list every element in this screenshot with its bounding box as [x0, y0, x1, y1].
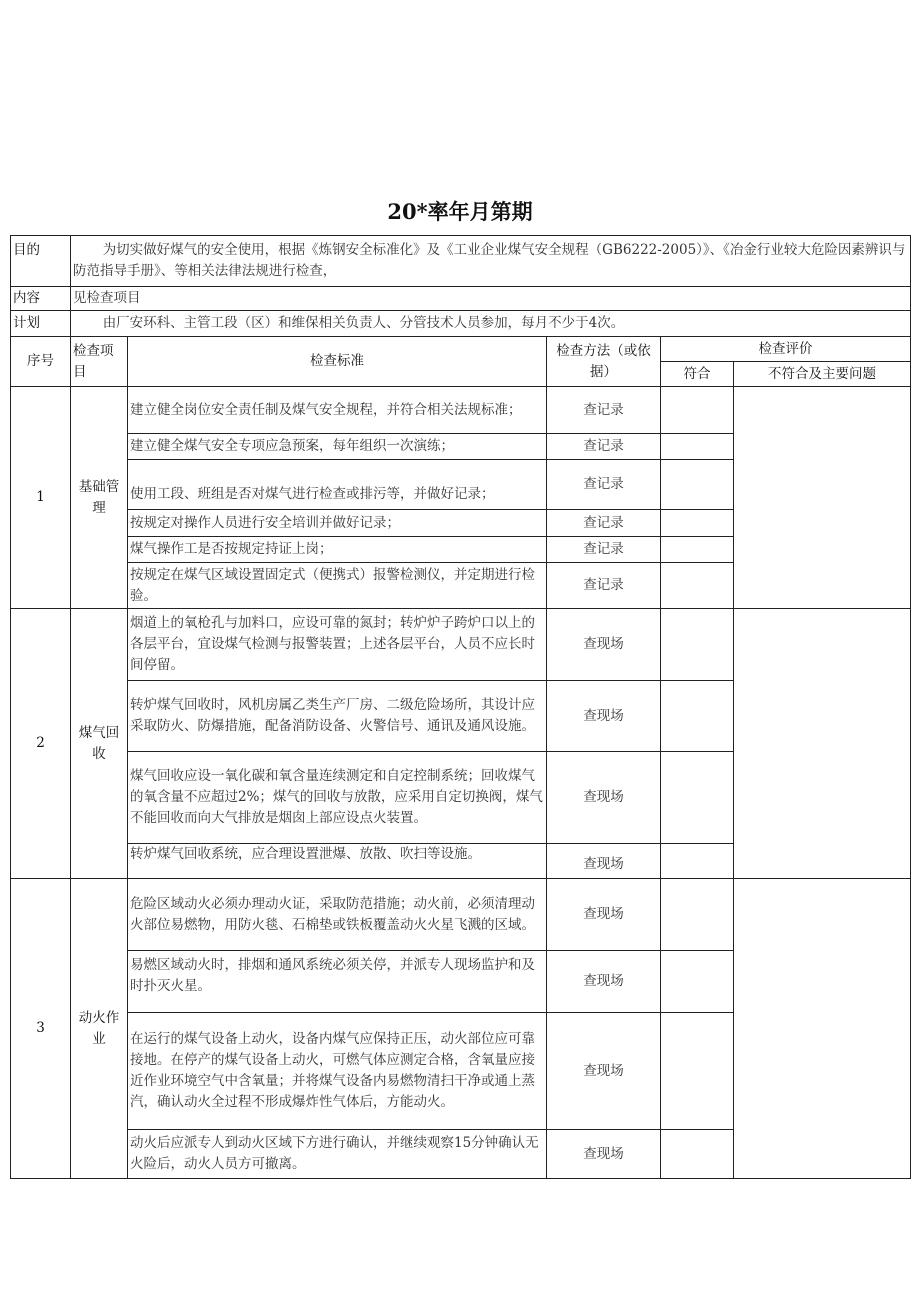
inspection-table: [10, 235, 911, 1179]
table-row: [11, 387, 911, 434]
header-nonconform: 不符合及主要问题: [734, 362, 911, 387]
standard-cell: 在运行的煤气设备上动火，设备内煤气应保持正压，动火部位应可靠接地。在停产的煤气设备上动火，可燃气体应测定合格，含氧量应接近作业环境空气中含氧量；并将煤气设备内易燃物清扫干净或通上蒸汽，确认动火全过程不形成爆炸性气体后，方能动火。: [128, 1013, 547, 1130]
header-item: 检查项目: [71, 337, 128, 387]
conform-cell[interactable]: [661, 563, 734, 609]
standard-cell: 建立健全岗位安全责任制及煤气安全规程，并符合相关法规标准；: [128, 387, 547, 434]
conform-cell[interactable]: [661, 387, 734, 434]
conform-cell[interactable]: [661, 1130, 734, 1179]
method-cell: 查现场: [547, 879, 661, 951]
header-row: [11, 337, 911, 362]
method-cell: 查记录: [547, 387, 661, 434]
purpose-text: 为切实做好煤气的安全使用，根据《炼钢安全标准化》及《工业企业煤气安全规程（GB6222-2005）》、《冶金行业较大危险因素辨识与防范指导手册》、等相关法律法规进行检查，: [71, 236, 911, 287]
content-text: 见检查项目: [71, 287, 911, 311]
section-name: 基础管理: [71, 387, 128, 609]
conform-cell[interactable]: [661, 434, 734, 460]
standard-cell: 煤气回收应设一氧化碳和氧含量连续测定和自定控制系统；回收煤气的氧含量不应超过2%；煤气的回收与放散，应采用自定切换阀，煤气不能回收而向大气排放是烟囱上部应设点火装置。: [128, 752, 547, 844]
section-name: 动火作业: [71, 879, 128, 1179]
header-seq: 序号: [11, 337, 71, 387]
standard-cell: 动火后应派专人到动火区域下方进行确认，并继续观察15分钟确认无火险后，动火人员方可撤离。: [128, 1130, 547, 1179]
nonconform-cell[interactable]: [734, 879, 911, 1179]
header-evaluation: 检查评价: [661, 337, 911, 362]
standard-cell: 易燃区域动火时，排烟和通风系统必须关停，并派专人现场监护和及时扑灭火星。: [128, 951, 547, 1013]
standard-cell: 烟道上的氧枪孔与加料口，应设可靠的氮封；转炉炉子跨炉口以上的各层平台，宜设煤气检测与报警装置；上述各层平台，人员不应长时间停留。: [128, 609, 547, 681]
standard-cell: 煤气操作工是否按规定持证上岗；: [128, 537, 547, 563]
method-cell: 查现场: [547, 1130, 661, 1179]
plan-label: 计划: [11, 311, 71, 337]
conform-cell[interactable]: [661, 510, 734, 537]
conform-cell[interactable]: [661, 537, 734, 563]
purpose-label: 目的: [11, 236, 71, 287]
table-row: [11, 609, 911, 681]
method-cell: 查记录: [547, 510, 661, 537]
nonconform-cell[interactable]: [734, 387, 911, 609]
section-seq: 1: [11, 387, 71, 609]
section-name: 煤气回收: [71, 609, 128, 879]
conform-cell[interactable]: [661, 879, 734, 951]
conform-cell[interactable]: [661, 844, 734, 879]
method-cell: 查现场: [547, 951, 661, 1013]
method-cell: 查现场: [547, 752, 661, 844]
method-cell: 查记录: [547, 563, 661, 609]
plan-text: 由厂安环科、主管工段（区）和维保相关负责人、分管技术人员参加，每月不少于4次。: [71, 311, 911, 337]
conform-cell[interactable]: [661, 681, 734, 752]
standard-cell: 按规定在煤气区域设置固定式（便携式）报警检测仪，并定期进行检验。: [128, 563, 547, 609]
purpose-row: [11, 236, 911, 287]
standard-cell: 使用工段、班组是否对煤气进行检查或排污等，并做好记录；: [128, 460, 547, 510]
standard-cell: 建立健全煤气安全专项应急预案，每年组织一次演练；: [128, 434, 547, 460]
standard-cell: 按规定对操作人员进行安全培训并做好记录；: [128, 510, 547, 537]
standard-cell: 危险区域动火必须办理动火证，采取防范措施；动火前，必须清理动火部位易燃物，用防火毯、石棉垫或铁板覆盖动火火星飞溅的区域。: [128, 879, 547, 951]
conform-cell[interactable]: [661, 609, 734, 681]
method-cell: 查记录: [547, 460, 661, 510]
section-seq: 3: [11, 879, 71, 1179]
conform-cell[interactable]: [661, 951, 734, 1013]
content-row: [11, 287, 911, 311]
method-cell: 查记录: [547, 434, 661, 460]
header-conform: 符合: [661, 362, 734, 387]
conform-cell[interactable]: [661, 1013, 734, 1130]
conform-cell[interactable]: [661, 460, 734, 510]
content-label: 内容: [11, 287, 71, 311]
method-cell: 查现场: [547, 681, 661, 752]
nonconform-cell[interactable]: [734, 609, 911, 879]
table-row: [11, 879, 911, 951]
plan-row: [11, 311, 911, 337]
standard-cell: 转炉煤气回收时，风机房属乙类生产厂房、二级危险场所，其设计应采取防火、防爆措施，配备消防设备、火警信号、通讯及通风设施。: [128, 681, 547, 752]
page-title: 20*率年月第期: [387, 199, 533, 224]
section-seq: 2: [11, 609, 71, 879]
header-method: 检查方法（或依据）: [547, 337, 661, 387]
standard-cell: 转炉煤气回收系统，应合理设置泄爆、放散、吹扫等设施。: [128, 844, 547, 879]
header-standard: 检查标准: [128, 337, 547, 387]
method-cell: 查现场: [547, 844, 661, 879]
conform-cell[interactable]: [661, 752, 734, 844]
method-cell: 查现场: [547, 1013, 661, 1130]
method-cell: 查现场: [547, 609, 661, 681]
method-cell: 查记录: [547, 537, 661, 563]
